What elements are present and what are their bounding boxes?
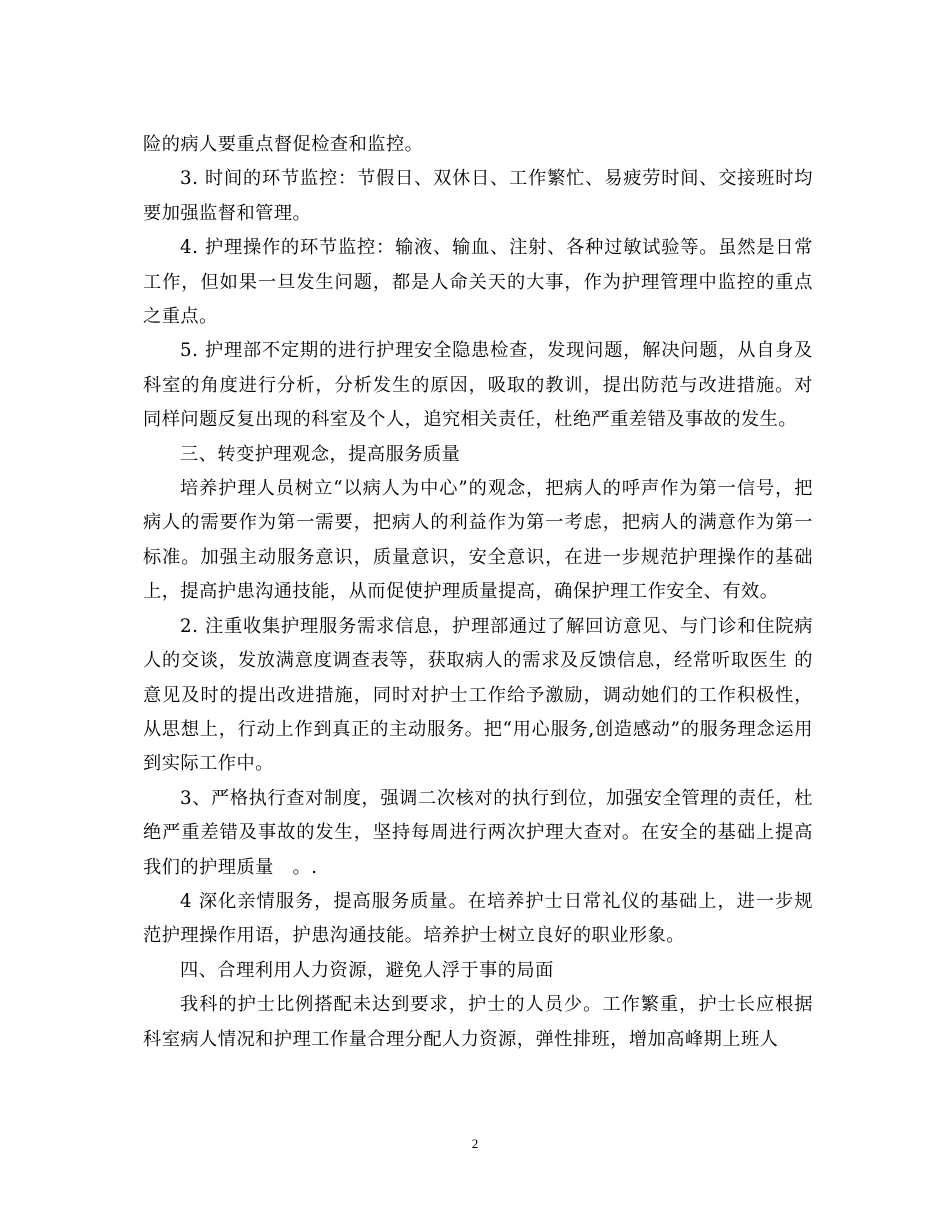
document-body [143,128,813,1057]
section-heading-4: 四、合理利用人力资源，避免人浮于事的局面 [180,959,554,981]
paragraph-item-4-family-service: 4 深化亲情服务，提高服务质量。在培养护士日常礼仪的基础上，进一步规范护理操作用语，护患沟通技能。培养护士树立良好的职业形象。 [143,890,813,947]
paragraph-item-2-service-info: 2. 注重收集护理服务需求信息，护理部通过了解回访意见、与门诊和住院病人的交谈，发放满意度调查表等，获取病人的需求及反馈信息，经常听取医生 的意见及时的提出改进措施，同时对护士工作给予激励，调动她们的工作积极性，从思想上，行动上作到真正的主动服务。把“用心服务,创造感动”的服务理念运用到实际工作中。 [143,615,813,775]
paragraph-item-3-check-system: 3、严格执行查对制度，强调二次核对的执行到位，加强安全管理的责任，杜绝严重差错及事故的发生，坚持每周进行两次护理大查对。在安全的基础上提高我们的护理质量 。. [143,787,813,878]
paragraph-staffing: 我科的护士比例搭配未达到要求，护士的人员少。工作繁重，护士长应根据科室病人情况和护理工作量合理分配人力资源，弹性排班，增加高峰期上班人 [143,994,813,1050]
section-heading-3: 三、转变护理观念，提高服务质量 [180,443,461,465]
paragraph-item-4-operation-monitoring: 4. 护理操作的环节监控：输液、输血、注射、各种过敏试验等。虽然是日常工作，但如果一旦发生问题，都是人命关天的大事，作为护理管理中监控的重点之重点。 [143,237,813,328]
page-number: 2 [471,1136,479,1151]
paragraph-item-3-time-monitoring: 3. 时间的环节监控：节假日、双休日、工作繁忙、易疲劳时间、交接班时均要加强监督和管理。 [143,168,813,224]
paragraph-item-5-safety-inspection: 5. 护理部不定期的进行护理安全隐患检查，发现问题，解决问题，从自身及科室的角度进行分析，分析发生的原因，吸取的教训，提出防范与改进措施。对同样问题反复出现的科室及个人，追究相关责任，杜绝严重差错及事故的发生。 [143,340,813,431]
paragraph-patient-centered: 培养护理人员树立“以病人为中心”的观念，把病人的呼声作为第一信号，把病人的需要作为第一需要，把病人的利益作为第一考虑，把病人的满意作为第一标准。加强主动服务意识，质量意识，安全意识，在进一步规范护理操作的基础上，提高护患沟通技能，从而促使护理质量提高，确保护理工作安全、有效。 [143,478,813,603]
paragraph-continuation: 险的病人要重点督促检查和监控。 [143,134,424,155]
